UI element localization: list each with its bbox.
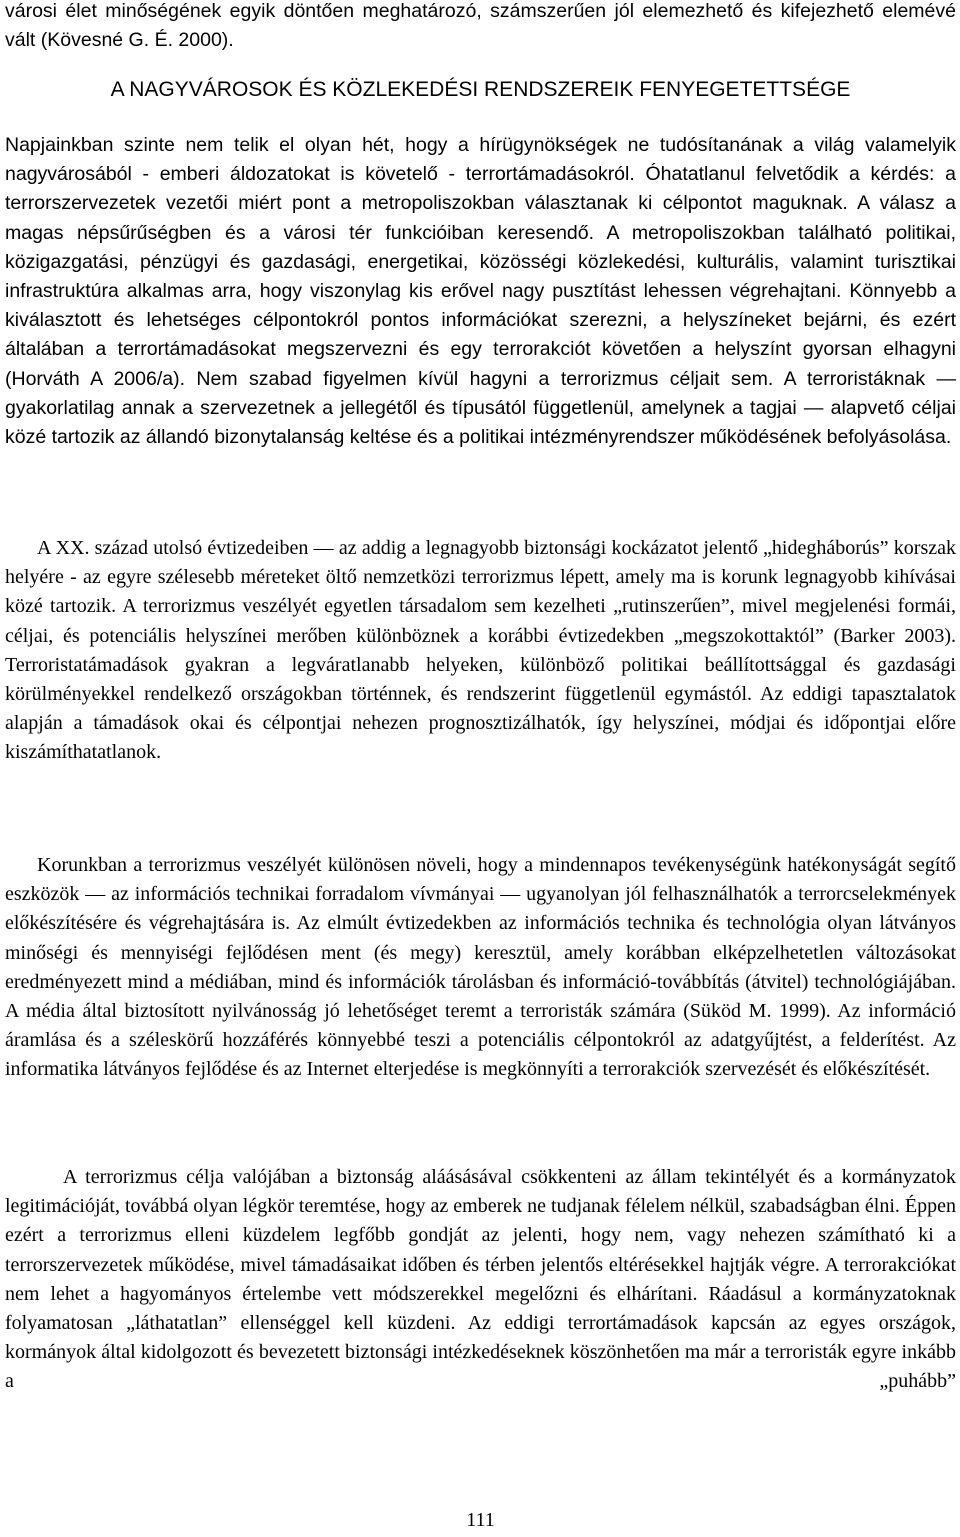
document-page bbox=[5, 0, 956, 1537]
section-heading: A NAGYVÁROSOK ÉS KÖZLEKEDÉSI RENDSZEREIK FENYEGETETTSÉGE bbox=[110, 78, 851, 101]
paragraph-1: Napjainkban szinte nem telik el olyan hét, hogy a hírügynökségek ne tudósítanának a világ valamelyik nagyvárosából - emberi áldozatokat is követelő - terrortámadásokról. Óhatatlanul felvetődik a kérdés: a terrorszervezetek vezetői miért pont a metropoliszokban választanak ki célpontot maguknak. A válasz a magas népsűrűségben és a városi tér funkcióiban keresendő. A metropoliszokban található politikai, közigazgatási, pénzügyi és gazdasági, energetikai, közösségi közlekedési, kulturális, valamint turisztikai infrastruktúra alkalmas arra, hogy viszonylag kis erővel nagy pusztítást lehessen végrehajtani. Könnyebb a kiválasztott és lehetséges célpontokról pontos információkat szerezni, a helyszíneket bejárni, és ezért általában a terrortámadásokat megszervezni és egy terrorakciót követően a helyszínt gyorsan elhagyni (Horváth A 2006/a). Nem szabad figyelmen kívül hagyni a terrorizmus céljait sem. A terroristáknak ― gyakorlatilag annak a szervezetnek a jellegétől és típusától függetlenül, amelynek a tagjai ― alapvető céljai közé tartozik az állandó bizonytalanság keltése és a politikai intézményrendszer működésének befolyásolása. bbox=[5, 134, 956, 449]
paragraph-3: Korunkban a terrorizmus veszélyét különösen növeli, hogy a mindennapos tevékenységünk hatékonyságát segítő eszközök ― az információs technikai forradalom vívmányai ― ugyanolyan jól felhasználhatók a terrorcselekmények előkészítésére és végrehajtására is. Az elmúlt évtizedekben az információs technika és technológia olyan látványos minőségi és mennyiségi fejlődésen ment (és megy) keresztül, amely korábban elképzelhetetlen változásokat eredményezett mind a médiában, mind és információk tárolásban és információ-továbbítás (átvitel) technológiájában. A média által biztosított nyilvánosság jó lehetőséget teremt a terroristák számára (Süköd M. 1999). Az információ áramlása és a széleskörű hozzáférés könnyebbé teszi a potenciális célpontokról az adatgyűjtést, a felderítést. Az informatika látványos fejlődése és az Internet elterjedése is megkönnyíti a terrorakciók szervezését és előkészítését. bbox=[5, 854, 956, 1081]
paragraph-2: A XX. század utolsó évtizedeiben ― az addig a legnagyobb biztonsági kockázatot jelentő „hidegháborús” korszak helyére - az egyre szélesebb méreteket öltő nemzetközi terrorizmus lépett, amely ma is korunk legnagyobb kihívásai közé tartozik. A terrorizmus veszélyét egyetlen társadalom sem kezelheti „rutinszerűen”, mivel megjelenési formái, céljai, és potenciális helyszínei merőben különböznek a korábbi évtizedekben „megszokottaktól” (Barker 2003). Terroristatámadások gyakran a legváratlanabb helyeken, különböző politikai beállítottsággal és gazdasági körülményekkel rendelkező országokban történnek, és rendszerint függetlenül egymástól. Az eddigi tapasztalatok alapján a támadások okai és célpontjai nehezen prognosztizálhatók, így helyszínei, módjai és időpontjai előre kiszámíthatatlanok. bbox=[5, 537, 956, 764]
paragraph-4: A terrorizmus célja valójában a biztonság aláásásával csökkenteni az állam tekintélyét és a kormányzatok legitimációját, továbbá olyan légkör teremtése, hogy az emberek ne tudjanak félelem nélkül, szabadságban élni. Éppen ezért a terrorizmus elleni küzdelem legfőbb gondját az jelenti, hogy nem, vagy nehezen számítható ki a terrorszervezetek működése, mivel támadásaikat időben és térben jelentős eltérésekkel hajtják végre. A terrorakciókat nem lehet a hagyományos értelembe vett módszerekkel megelőzni és elhárítani. Ráadásul a kormányzatoknak folyamatosan „láthatatlan” ellenséggel kell küzdeni. Az eddigi terrortámadások kapcsán az egyes országok, kormányok által kidolgozott és bevezetett biztonsági intézkedéseknek köszönhetően ma már a terroristák egyre inkább a „puhább” bbox=[5, 1166, 956, 1393]
intro-text: városi élet minőségének egyik döntően meghatározó, számszerűen jól elemezhető és kifejezhető elemévé vált (Kövesné G. É. 2000). bbox=[5, 0, 956, 51]
page-number: 111 bbox=[466, 1509, 495, 1531]
